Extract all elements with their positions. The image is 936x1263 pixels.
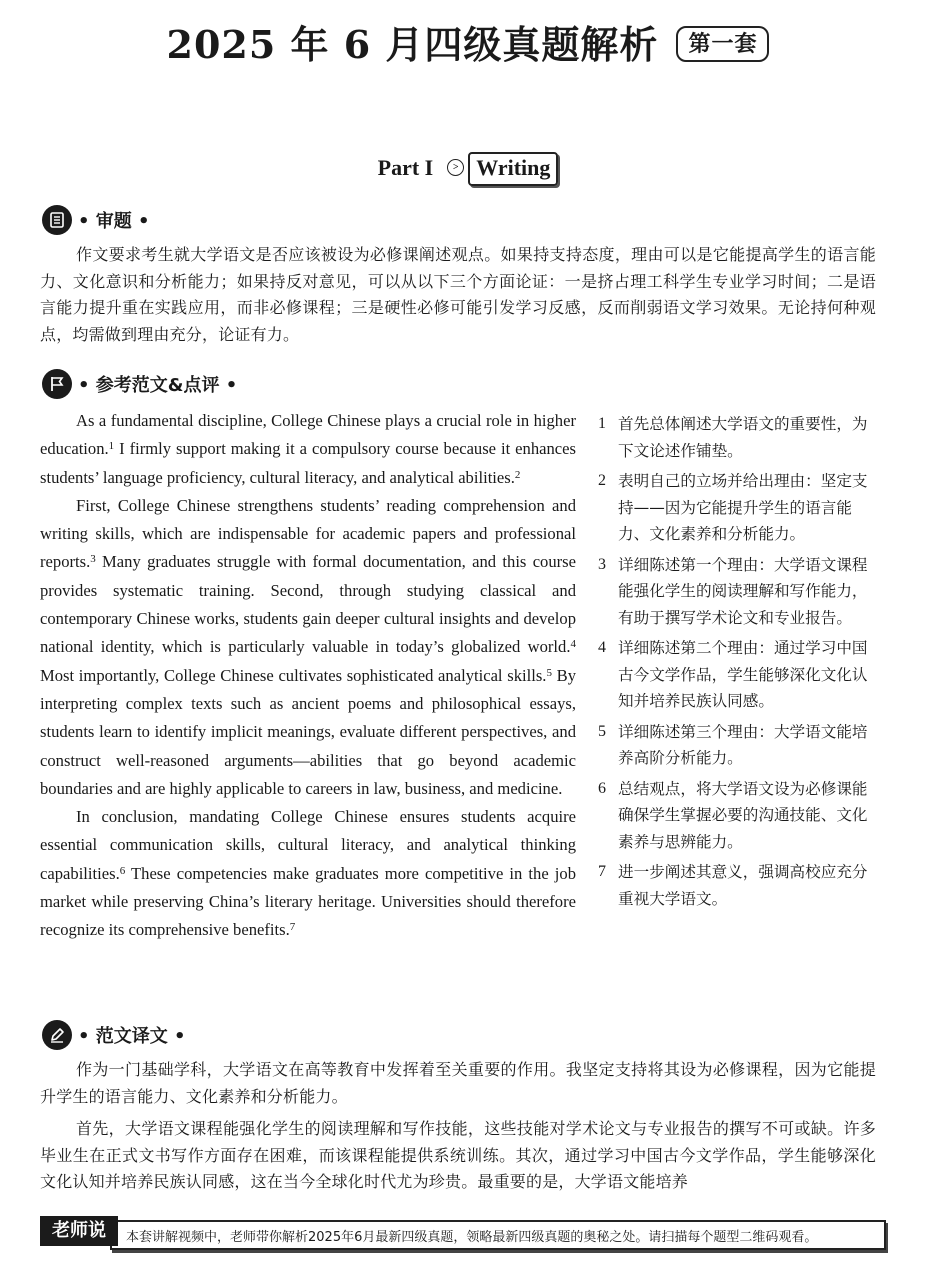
note-marker: 3 <box>90 553 96 566</box>
note-text: 进一步阐述其意义，强调高校应充分重视大学语文。 <box>618 863 868 908</box>
note-item <box>598 635 880 715</box>
essay-text: First, College Chinese strengthens students’ reading comprehension and writing skills, which are indispensable for academic papers and professional reports. <box>40 495 576 572</box>
section-sample-heading <box>42 368 237 400</box>
note-item <box>598 411 880 464</box>
part-name: Writing <box>468 152 558 186</box>
essay-text: I firmly support making it a compulsory course because it enhances students’ language proficiency, cultural literacy, and analytical abilities. <box>40 439 576 487</box>
page-title <box>0 14 936 69</box>
note-number: 4 <box>598 639 606 656</box>
translation-paragraph: 首先，大学语文课程能强化学生的阅读理解和写作技能，这些技能对学术论文与专业报告的撰写不可或缺。许多毕业生在正式文书写作方面存在困难，而该课程能提供系统训练。其次，通过学习中国古今文学作品，学生能够深化文化认知并培养民族认同感，这在当今全球化时代尤为珍贵。最重要的是，大学语文能培养 <box>40 1119 876 1191</box>
note-number: 2 <box>598 472 606 489</box>
note-number: 3 <box>598 555 606 573</box>
note-number: 1 <box>598 415 606 432</box>
flag-icon <box>42 369 72 399</box>
essay-paragraph <box>40 407 576 492</box>
note-text: 详细陈述第三个理由：大学语文能培养高阶分析能力。 <box>618 722 868 767</box>
arrow-right-icon: > <box>447 159 464 176</box>
banner-text: 本套讲解视频中，老师带你解析2025年6月最新四级真题，领略最新四级真题的奥秘之处。请扫描每个题型二维码观看。 <box>126 1230 818 1245</box>
note-number: 5 <box>598 722 606 740</box>
teacher-note-banner <box>40 1216 886 1250</box>
section-translation-heading <box>42 1019 186 1051</box>
essay-text: Most importantly, College Chinese cultivates sophisticated analytical skills. <box>40 665 547 685</box>
note-marker: 5 <box>546 666 552 679</box>
document-icon <box>42 205 72 235</box>
essay-paragraph <box>40 803 576 944</box>
essay-text: Many graduates struggle with formal documentation, and this course provides systematic training. Second, through studying classical and contemporary Chinese works, students gain deeper cultural insights and develop national identity, which is particularly valuable in today’s globalized world. <box>40 552 576 657</box>
banner-label: 老师说 <box>40 1216 118 1246</box>
note-item <box>598 468 880 548</box>
note-text: 详细陈述第二个理由：通过学习中国古今文学作品，学生能够深化文化认知并培养民族认同感。 <box>618 639 868 710</box>
commentary-notes <box>598 411 880 916</box>
section-sample-title: • 参考范文&点评 • <box>78 375 238 396</box>
section-analysis-heading <box>42 204 150 236</box>
note-number: 7 <box>598 863 606 880</box>
note-item <box>598 552 880 632</box>
note-marker: 6 <box>119 864 126 877</box>
note-item <box>598 859 880 912</box>
note-text: 总结观点，将大学语文设为必修课能确保学生掌握必要的沟通技能、文化素养与思辨能力。 <box>618 779 868 851</box>
sample-essay <box>40 407 576 945</box>
note-text: 详细陈述第一个理由：大学语文课程能强化学生的阅读理解和写作能力，有助于撰写学术论文和专业报告。 <box>618 555 868 627</box>
page-title-text: 2025 年 6 月四级真题解析 <box>166 22 659 67</box>
analysis-text: 作文要求考生就大学语文是否应该被设为必修课阐述观点。如果持支持态度，理由可以是它能提高学生的语言能力、文化意识和分析能力；如果持反对意见，可以从以下三个方面论证：一是挤占理工科学生专业学习时间；二是语言能力提升重在实践应用，而非必修课程；三是硬性必修可能引发学习反感，反而削弱语文学习效果。无论持何种观点，均需做到理由充分，论证有力。 <box>40 245 876 344</box>
note-marker: 4 <box>570 638 576 651</box>
note-text: 首先总体阐述大学语文的重要性，为下文论述作铺垫。 <box>618 415 868 460</box>
note-item <box>598 776 880 856</box>
note-item <box>598 719 880 772</box>
note-marker: 7 <box>289 921 296 934</box>
essay-text: In conclusion, mandating College Chinese ensures students acquire essential communication skills, cultural literacy, and analytical thinking capabilities. <box>40 807 576 883</box>
note-number: 6 <box>598 779 606 797</box>
note-text: 表明自己的立场并给出理由：坚定支持——因为它能提升学生的语言能力、文化素养和分析能力。 <box>618 472 868 543</box>
section-translation-title: • 范文译文 • <box>78 1026 186 1047</box>
essay-paragraph <box>40 492 576 803</box>
part-heading <box>0 152 936 186</box>
note-marker: 1 <box>108 440 115 453</box>
essay-text: By interpreting complex texts such as ancient poems and philosophical essays, students learn to identify implicit meanings, evaluate different perspectives, and construct well-reasoned arguments—abilities that go beyond academic boundaries and are highly applicable to careers in law, business, and medicine. <box>40 665 576 798</box>
section-analysis-title: • 审题 • <box>78 211 150 232</box>
essay-text: These competencies make graduates more competitive in the job market while preserving China’s literary heritage. Universities should therefore recognize its comprehensive benefits. <box>40 863 576 940</box>
note-marker: 2 <box>514 468 521 481</box>
translation-paragraph: 作为一门基础学科，大学语文在高等教育中发挥着至关重要的作用。我坚定支持将其设为必修课程，因为它能提升学生的语言能力、文化素养和分析能力。 <box>40 1060 876 1106</box>
pen-icon <box>42 1020 72 1050</box>
essay-text: As a fundamental discipline, College Chinese plays a crucial role in higher education. <box>40 411 576 459</box>
set-tag: 第一套 <box>676 26 769 62</box>
part-number: Part I <box>377 155 434 180</box>
